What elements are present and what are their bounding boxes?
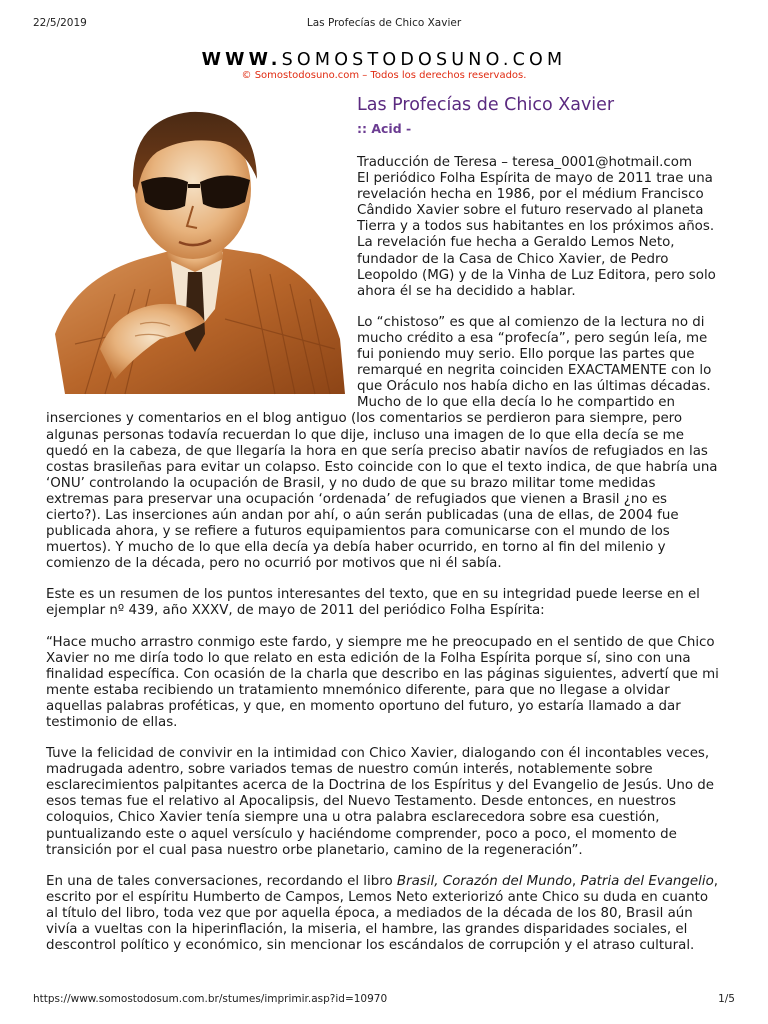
copyright-notice: © Somostodosuno.com – Todos los derechos reservados. [241, 70, 527, 81]
paragraph-3: Este es un resumen de los puntos interesantes del texto, que en su integridad puede leerse en el ejemplar nº 439, año XXXV, de mayo de 2011 del periódico Folha Espírita: [46, 587, 700, 619]
article-author[interactable]: :: Acid - [357, 121, 412, 136]
site-domain: SOMOSTODOSUNO.COM [281, 50, 567, 70]
site-prefix: WWW. [201, 50, 282, 70]
paragraph-1: El periódico Folha Espírita de mayo de 2011 trae una revelación hecha en 1986, por el médium Francisco Cândido Xavier sobre el futuro reservado al planeta Tierra y a todos sus habitantes en los próximos años. La revelación fue hecha a Geraldo Lemos Neto, fundador de la Casa de Chico Xavier, de Pedro Leopoldo (MG) y de la Vinha de Luz Editora, pero solo ahora él se ha decidido a hablar. [357, 171, 716, 299]
paragraph-6 [46, 874, 722, 954]
paragraph-2: Lo “chistoso” es que al comienzo de la lectura no di mucho crédito a esa “profecía”, pero según leía, me fui poniendo muy serio. Ello porque las partes que remarqué en negrita coinciden EXACTAMENTE con lo que Oráculo nos había dicho en las últimas décadas. Mucho de lo que ella decía lo he compartido en inserciones y comentarios en el blog antiguo (los comentarios se perdieron para siempre, pero algunas personas todavía recuerdan lo que dije, incluso una imagen de lo que ella decía se me quedó en la cabeza, de que llegaría la hora en que sería preciso abatir navíos de refugiados en las costas brasileñas para evitar un colapso. Esto coincide con lo que el texto indica, de que habría una ‘ONU’ controlando la ocupación de Brasil, y no dudo de que su brazo militar tome medidas extremas para preservar una ocupación ‘ordenada’ de refugiados que vienen a Brasil ¿no es cierto?). Las inserciones aún andan por ahí, o aún serán publicadas (una de ellas, de 2004 fue publicada ahora, y se refiere a futuros equipamientos para comunicarse con el mundo de los muertos). Y mucho de lo que ella decía ya debía haber ocurrido, en torno al fin del milenio y comienzo de la década, pero no ocurrió por motivos que ni él sabía. [46, 314, 718, 572]
print-header [0, 17, 768, 33]
print-date: 22/5/2019 [33, 17, 87, 29]
paragraph-6-start: En una de tales conversaciones, recordando el libro [46, 873, 397, 889]
print-page-title: Las Profecías de Chico Xavier [306, 17, 462, 29]
paragraph-6-sep: , [571, 873, 581, 889]
page-number: 1/5 [718, 993, 735, 1005]
book-title-2: Patria del Evangelio [580, 873, 714, 889]
translator-credit: Traducción de Teresa – teresa_0001@hotmail.com [357, 155, 693, 170]
article-body [46, 155, 722, 954]
print-url: https://www.somostodosum.com.br/stumes/imprimir.asp?id=10970 [33, 993, 388, 1005]
site-name[interactable] [0, 50, 768, 70]
paragraph-6-end: , escrito por el espíritu Humberto de Campos, Lemos Neto exteriorizó ante Chico su duda en cuanto al título del libro, toda vez que por aquella época, a mediados de la década de los 80, Brasil aún vivía a vueltas con la hiperinflación, la miseria, el hambre, las grandes disparidades sociales, el descontrol político y económico, sin mencionar los escándalos de corrupción y el atraso cultural. [46, 873, 719, 954]
paragraph-5: Tuve la felicidad de convivir en la intimidad con Chico Xavier, dialogando con él incontables veces, madrugada adentro, sobre variados temas de nuestro común interés, notablemente sobre esclarecimientos palpitantes acerca de la Doctrina de los Espíritus y del Evangelio de Jesús. Uno de esos temas fue el relativo al Apocalipsis, del Nuevo Testamento. Desde entonces, en nuestros coloquios, Chico Xavier tenía siempre una u otra palabra esclarecedora sobre esa cuestión, puntualizando este o aquel versículo y haciéndome comprender, poco a poco, el momento de transición por el cual pasa nuestro orbe planetario, camino de la regeneración”. [46, 746, 715, 858]
paragraph-4: “Hace mucho arrastro conmigo este fardo, y siempre me he preocupado en el sentido de que Chico Xavier no me diría todo lo que relato en esta edición de la Folha Espírita porque sí, sino con una finalidad específica. Con ocasión de la charla que describo en las páginas siguientes, advertí que mi mente estaba recibiendo un tratamiento mnemónico diferente, para que no llegase a olvidar aquellas palabras proféticas, y que, en momento oportuno del futuro, yo estaría llamado a dar testimonio de ellas. [46, 634, 719, 730]
image-float-spacer [46, 155, 357, 405]
article-title: Las Profecías de Chico Xavier [357, 95, 615, 115]
book-title-1: Brasil, Corazón del Mundo [396, 873, 572, 889]
